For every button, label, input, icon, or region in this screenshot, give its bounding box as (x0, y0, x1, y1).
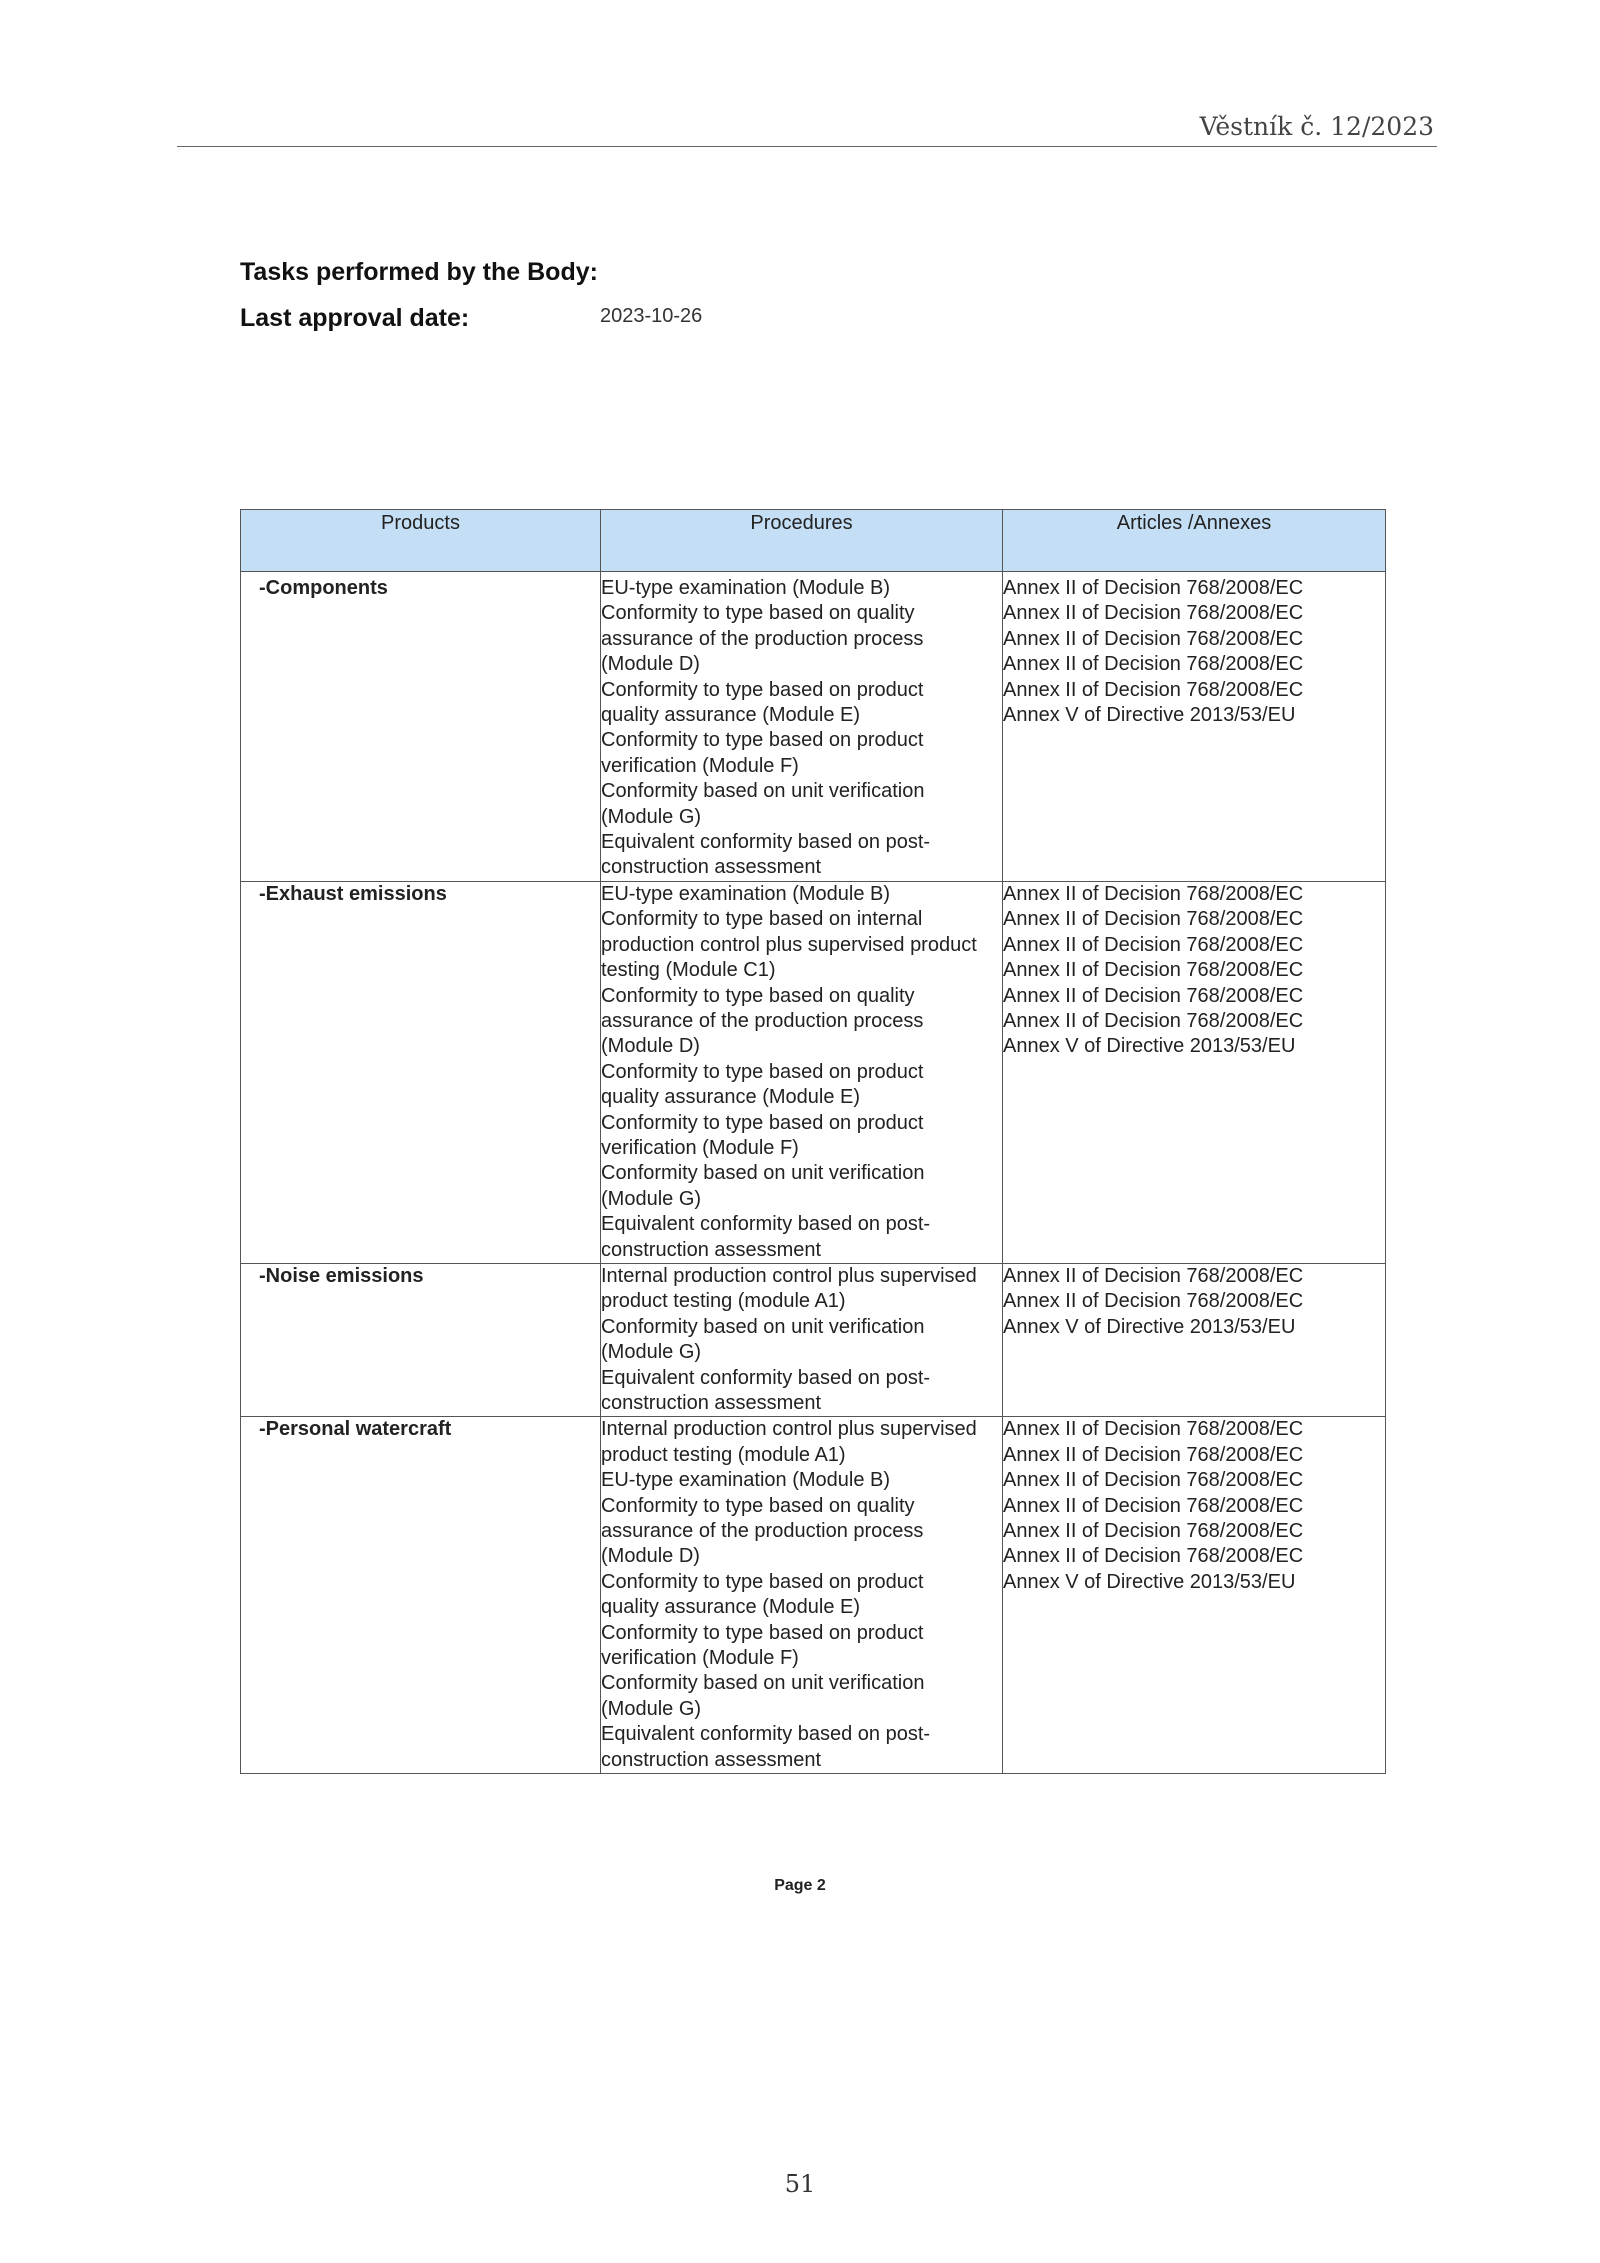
article-line: Annex II of Decision 768/2008/EC (1003, 1290, 1304, 1313)
procedure-line: Conformity to type based on internal (601, 908, 923, 931)
procedure-line: (Module G) (601, 805, 702, 828)
table-header-row (241, 510, 1386, 572)
procedure-line: (Module G) (601, 1697, 702, 1720)
approval-date: 2023-10-26 (600, 305, 703, 327)
header-products: Products (241, 510, 601, 572)
procedure-line: Internal production control plus supervised (601, 1264, 977, 1287)
article-line: Annex II of Decision 768/2008/EC (1003, 1443, 1304, 1466)
table-body (241, 572, 1386, 1774)
procedure-line: Conformity to type based on quality (601, 1494, 915, 1517)
procedure-line: quality assurance (Module E) (601, 704, 861, 727)
product-name: -Noise emissions (259, 1264, 424, 1287)
table-row (241, 1263, 1386, 1416)
product-cell (241, 881, 601, 1263)
articles-cell (1003, 572, 1386, 882)
procedure-line: construction assessment (601, 1238, 822, 1261)
procedure-line: Equivalent conformity based on post- (601, 831, 931, 854)
article-line: Annex II of Decision 768/2008/EC (1003, 1264, 1304, 1287)
approval-label: Last approval date: (240, 304, 470, 332)
article-line: Annex II of Decision 768/2008/EC (1003, 1520, 1304, 1543)
product-cell (241, 1417, 601, 1774)
articles-cell (1003, 881, 1386, 1263)
procedure-line: EU-type examination (Module B) (601, 882, 891, 905)
procedure-line: Conformity to type based on quality (601, 602, 915, 625)
procedure-line: Conformity to type based on product (601, 678, 924, 701)
procedure-line: (Module G) (601, 1341, 702, 1364)
article-line: Annex II of Decision 768/2008/EC (1003, 1418, 1304, 1441)
article-line: Annex II of Decision 768/2008/EC (1003, 908, 1304, 931)
article-line: Annex V of Directive 2013/53/EU (1003, 1570, 1296, 1593)
procedure-line: quality assurance (Module E) (601, 1596, 861, 1619)
procedure-line: Conformity to type based on product (601, 1111, 924, 1134)
procedures-cell (601, 572, 1003, 882)
procedure-line: EU-type examination (Module B) (601, 1469, 891, 1492)
article-line: Annex II of Decision 768/2008/EC (1003, 577, 1304, 599)
tasks-table (240, 509, 1386, 1774)
table-row (241, 881, 1386, 1263)
article-line: Annex II of Decision 768/2008/EC (1003, 627, 1304, 650)
procedure-line: verification (Module F) (601, 1136, 799, 1159)
procedure-line: product testing (module A1) (601, 1443, 846, 1466)
procedure-line: assurance of the production process (601, 1009, 924, 1032)
article-line: Annex II of Decision 768/2008/EC (1003, 1469, 1304, 1492)
procedure-line: (Module D) (601, 1545, 700, 1568)
article-line: Annex II of Decision 768/2008/EC (1003, 653, 1304, 676)
articles-cell (1003, 1417, 1386, 1774)
procedure-line: Conformity to type based on product (601, 1621, 924, 1644)
procedure-line: Conformity to type based on product (601, 729, 924, 752)
article-line: Annex V of Directive 2013/53/EU (1003, 1315, 1296, 1338)
header-articles: Articles /Annexes (1003, 510, 1386, 572)
table-row (241, 572, 1386, 882)
header-rule (177, 146, 1437, 147)
procedure-line: Conformity based on unit verification (601, 1162, 925, 1185)
procedure-line: Conformity based on unit verification (601, 780, 925, 803)
header-procedures: Procedures (601, 510, 1003, 572)
article-line: Annex II of Decision 768/2008/EC (1003, 984, 1304, 1007)
procedure-line: EU-type examination (Module B) (601, 577, 891, 599)
procedure-line: testing (Module C1) (601, 959, 776, 982)
product-name: -Exhaust emissions (259, 882, 447, 905)
procedure-line: (Module D) (601, 653, 700, 676)
procedure-line: Conformity to type based on quality (601, 984, 915, 1007)
tasks-label: Tasks performed by the Body: (240, 258, 598, 286)
procedure-line: verification (Module F) (601, 1647, 799, 1670)
procedure-line: production control plus supervised product (601, 933, 977, 956)
procedure-line: quality assurance (Module E) (601, 1086, 861, 1109)
procedure-line: product testing (module A1) (601, 1290, 846, 1313)
product-name: -Components (259, 577, 388, 599)
procedure-line: Conformity based on unit verification (601, 1315, 925, 1338)
article-line: Annex II of Decision 768/2008/EC (1003, 1545, 1304, 1568)
procedure-line: assurance of the production process (601, 1520, 924, 1543)
article-line: Annex II of Decision 768/2008/EC (1003, 678, 1304, 701)
article-line: Annex II of Decision 768/2008/EC (1003, 959, 1304, 982)
procedures-cell (601, 1417, 1003, 1774)
product-name: -Personal watercraft (259, 1418, 452, 1441)
article-line: Annex II of Decision 768/2008/EC (1003, 933, 1304, 956)
articles-cell (1003, 1263, 1386, 1416)
procedure-line: construction assessment (601, 1748, 822, 1771)
procedure-line: (Module D) (601, 1035, 700, 1058)
product-cell (241, 572, 601, 882)
table-row (241, 1417, 1386, 1774)
article-line: Annex V of Directive 2013/53/EU (1003, 704, 1296, 727)
procedure-line: Conformity based on unit verification (601, 1672, 925, 1695)
procedure-line: assurance of the production process (601, 627, 924, 650)
procedures-cell (601, 1263, 1003, 1416)
procedure-line: Equivalent conformity based on post- (601, 1723, 931, 1746)
procedure-line: construction assessment (601, 856, 822, 879)
procedure-line: Conformity to type based on product (601, 1570, 924, 1593)
article-line: Annex II of Decision 768/2008/EC (1003, 882, 1304, 905)
procedure-line: Equivalent conformity based on post- (601, 1213, 931, 1236)
page-label: Page 2 (774, 1877, 826, 1894)
procedures-cell (601, 881, 1003, 1263)
procedure-line: Equivalent conformity based on post- (601, 1366, 931, 1389)
procedure-line: Internal production control plus supervised (601, 1418, 977, 1441)
procedure-line: Conformity to type based on product (601, 1060, 924, 1083)
article-line: Annex II of Decision 768/2008/EC (1003, 1494, 1304, 1517)
article-line: Annex V of Directive 2013/53/EU (1003, 1035, 1296, 1058)
page-number: 51 (784, 2170, 816, 2198)
product-cell (241, 1263, 601, 1416)
procedure-line: (Module G) (601, 1187, 702, 1210)
article-line: Annex II of Decision 768/2008/EC (1003, 1009, 1304, 1032)
procedure-line: verification (Module F) (601, 754, 799, 777)
procedure-line: construction assessment (601, 1392, 822, 1414)
journal-header-title: Věstník č. 12/2023 (1199, 112, 1434, 141)
article-line: Annex II of Decision 768/2008/EC (1003, 602, 1304, 625)
